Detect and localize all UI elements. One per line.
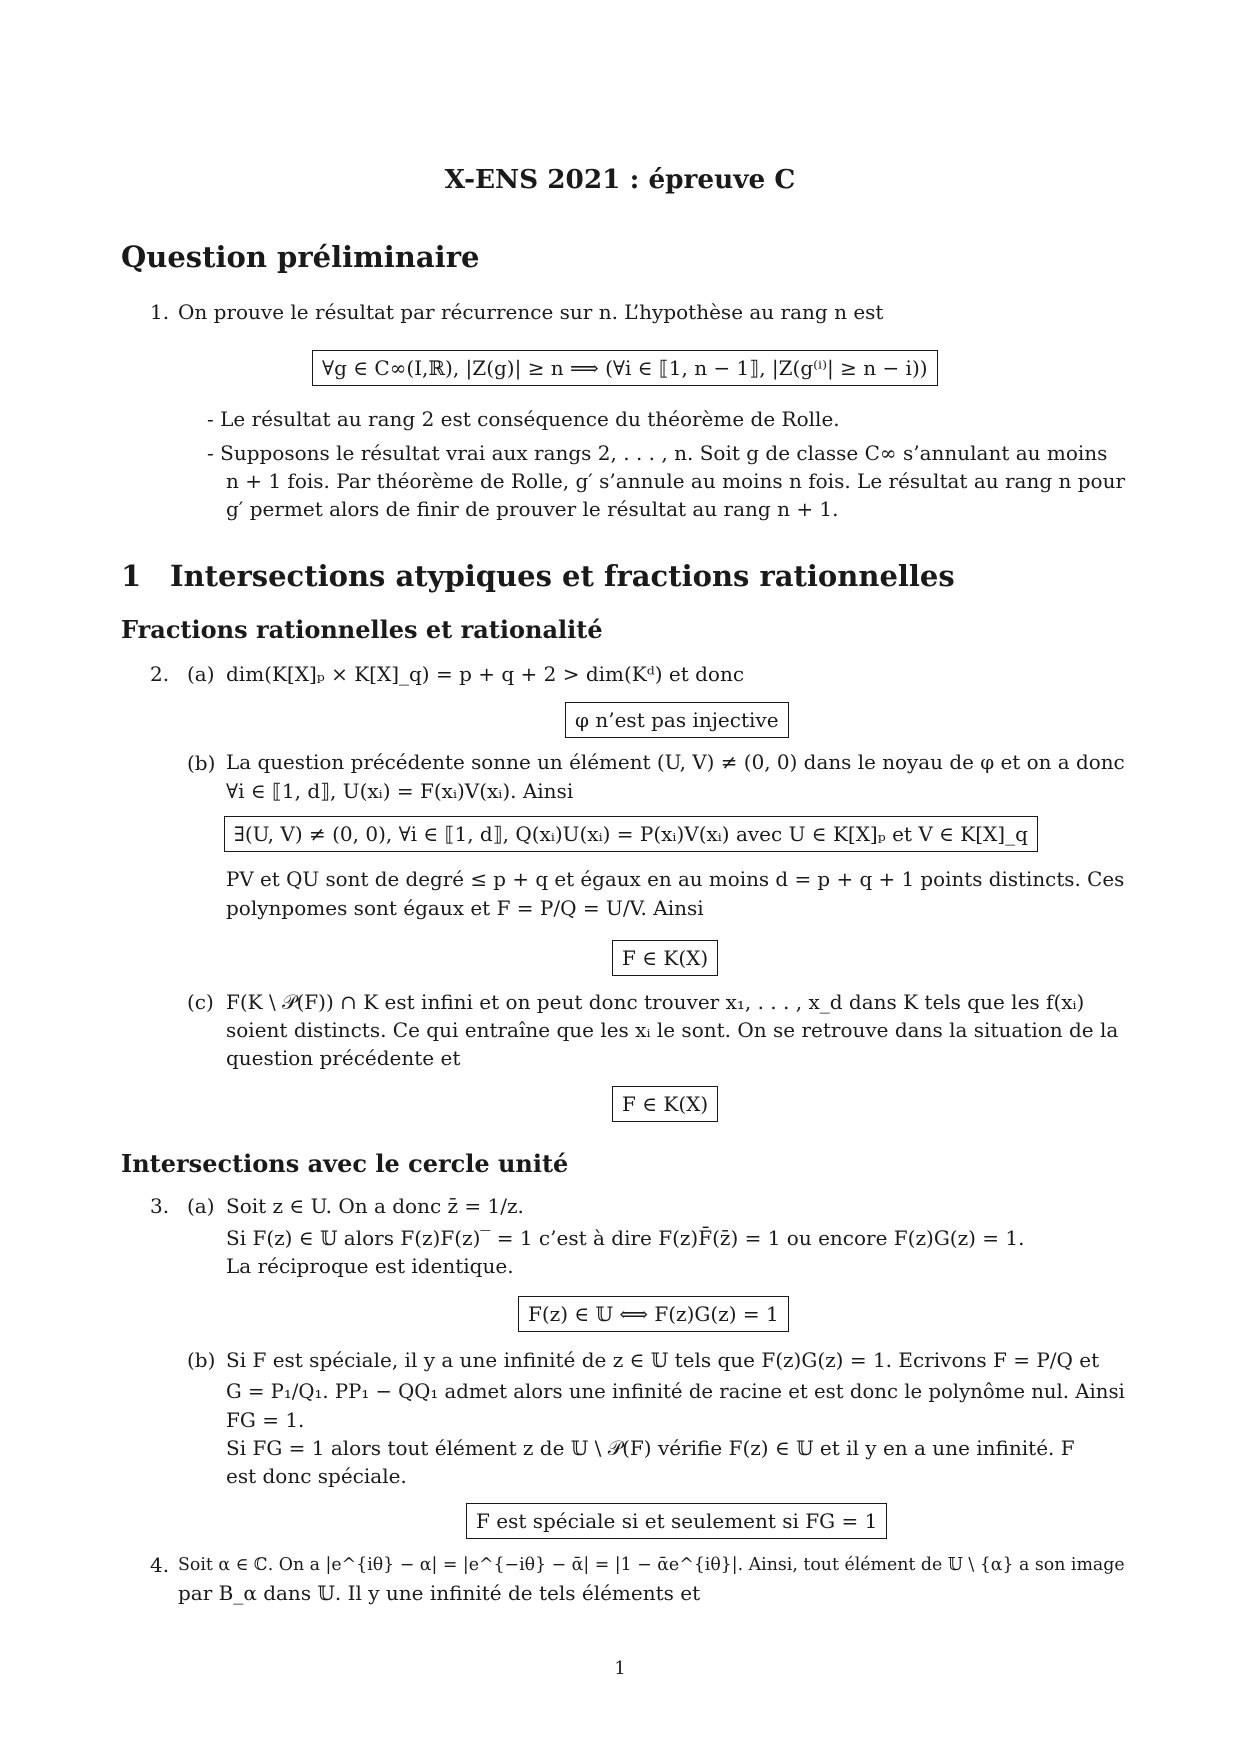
boxed-result: ∀g ∈ C∞(I,ℝ), |Z(g)| ≥ n ⟹ (∀i ∈ ⟦1, n − 1⟧, |Z(g⁽ⁱ⁾| ≥ n − i)) <box>312 350 938 386</box>
page-number: 1 <box>614 1658 626 1679</box>
paragraph-line: polynpomes sont égaux et F = P/Q = U/V. Ainsi <box>226 896 704 920</box>
paragraph-line: dim(K[X]ₚ × K[X]_q) = p + q + 2 > dim(Kᵈ) et donc <box>226 662 745 686</box>
document-title: X-ENS 2021 : épreuve C <box>444 164 796 195</box>
section-number: 1 <box>121 559 142 593</box>
paragraph-line: Soit z ∈ U. On a donc z̄ = 1/z. <box>226 1194 524 1218</box>
paragraph-line: Si FG = 1 alors tout élément z de 𝕌 \ 𝒫(F) vérifie F(z) ∈ 𝕌 et il y en a une infinité. F <box>226 1436 1075 1460</box>
question-number: 4. <box>150 1553 170 1577</box>
question-number: 1. <box>150 300 170 324</box>
boxed-result: F(z) ∈ 𝕌 ⟺ F(z)G(z) = 1 <box>518 1296 789 1332</box>
paragraph-line: soient distincts. Ce qui entraîne que les xᵢ le sont. On se retrouve dans la situation de la <box>226 1018 1119 1042</box>
subsection-heading: Fractions rationnelles et rationalité <box>121 615 603 644</box>
boxed-result: F ∈ K(X) <box>612 940 718 976</box>
bullet-line: - Supposons le résultat vrai aux rangs 2, . . . , n. Soit g de classe C∞ s’annulant au moins <box>207 441 1108 465</box>
boxed-result: F ∈ K(X) <box>612 1086 718 1122</box>
section-heading-preliminary: Question préliminaire <box>121 240 480 274</box>
paragraph-line: La question précédente sonne un élément (U, V) ≠ (0, 0) dans le noyau de φ et on a donc <box>226 751 1125 774</box>
question-number: 3. <box>150 1194 170 1218</box>
paragraph-line: ∀i ∈ ⟦1, d⟧, U(xᵢ) = F(xᵢ)V(xᵢ). Ainsi <box>226 779 574 803</box>
paragraph-line: par B_α dans 𝕌. Il y une infinité de tels éléments et <box>178 1581 701 1605</box>
subquestion-label: (b) <box>187 1348 216 1372</box>
subquestion-label: (b) <box>187 751 216 775</box>
paragraph-line: On prouve le résultat par récurrence sur n. L’hypothèse au rang n est <box>178 300 884 324</box>
subquestion-label: (c) <box>187 990 214 1014</box>
paragraph-line: g′ permet alors de finir de prouver le résultat au rang n + 1. <box>226 497 839 521</box>
boxed-result: F est spéciale si et seulement si FG = 1 <box>466 1503 887 1539</box>
subquestion-label: (a) <box>187 1194 215 1218</box>
paragraph-line: F(K \ 𝒫(F)) ∩ K est infini et on peut donc trouver x₁, . . . , x_d dans K tels que les f(xᵢ) <box>226 990 1085 1014</box>
paragraph-line: G = P₁/Q₁. PP₁ − QQ₁ admet alors une infinité de racine et est donc le polynôme nul. Ainsi <box>226 1380 1125 1403</box>
boxed-result: φ n’est pas injective <box>565 702 789 738</box>
subquestion-label: (a) <box>187 662 215 686</box>
section-heading: Intersections atypiques et fractions rationnelles <box>170 559 955 593</box>
paragraph-line: question précédente et <box>226 1046 461 1070</box>
boxed-result: ∃(U, V) ≠ (0, 0), ∀i ∈ ⟦1, d⟧, Q(xᵢ)U(xᵢ) = P(xᵢ)V(xᵢ) avec U ∈ K[X]ₚ et V ∈ K[X]_q <box>224 816 1038 852</box>
paragraph-line: est donc spéciale. <box>226 1464 407 1488</box>
subsection-heading: Intersections avec le cercle unité <box>121 1149 569 1178</box>
bullet-line: - Le résultat au rang 2 est conséquence du théorème de Rolle. <box>207 407 840 431</box>
paragraph-line: PV et QU sont de degré ≤ p + q et égaux en au moins d = p + q + 1 points distincts. Ces <box>226 868 1125 891</box>
paragraph-line: n + 1 fois. Par théorème de Rolle, g′ s’annule au moins n fois. Le résultat au rang n pour <box>226 469 1126 493</box>
paragraph-line: Si F(z) ∈ 𝕌 alors F(z)F(z)‾ = 1 c’est à dire F(z)F̄(z̄) = 1 ou encore F(z)G(z) = 1. <box>226 1226 1025 1250</box>
paragraph-line: La réciproque est identique. <box>226 1254 514 1278</box>
paragraph-line: Si F est spéciale, il y a une infinité de z ∈ 𝕌 tels que F(z)G(z) = 1. Ecrivons F = P/Q et <box>226 1348 1100 1372</box>
paragraph-line: Soit α ∈ ℂ. On a |e^{iθ} − α| = |e^{−iθ} − ᾱ| = |1 − ᾱe^{iθ}|. Ainsi, tout élément de 𝕌 \ {α} a son image <box>178 1555 1125 1575</box>
question-number: 2. <box>150 662 170 686</box>
paragraph-line: FG = 1. <box>226 1408 305 1432</box>
